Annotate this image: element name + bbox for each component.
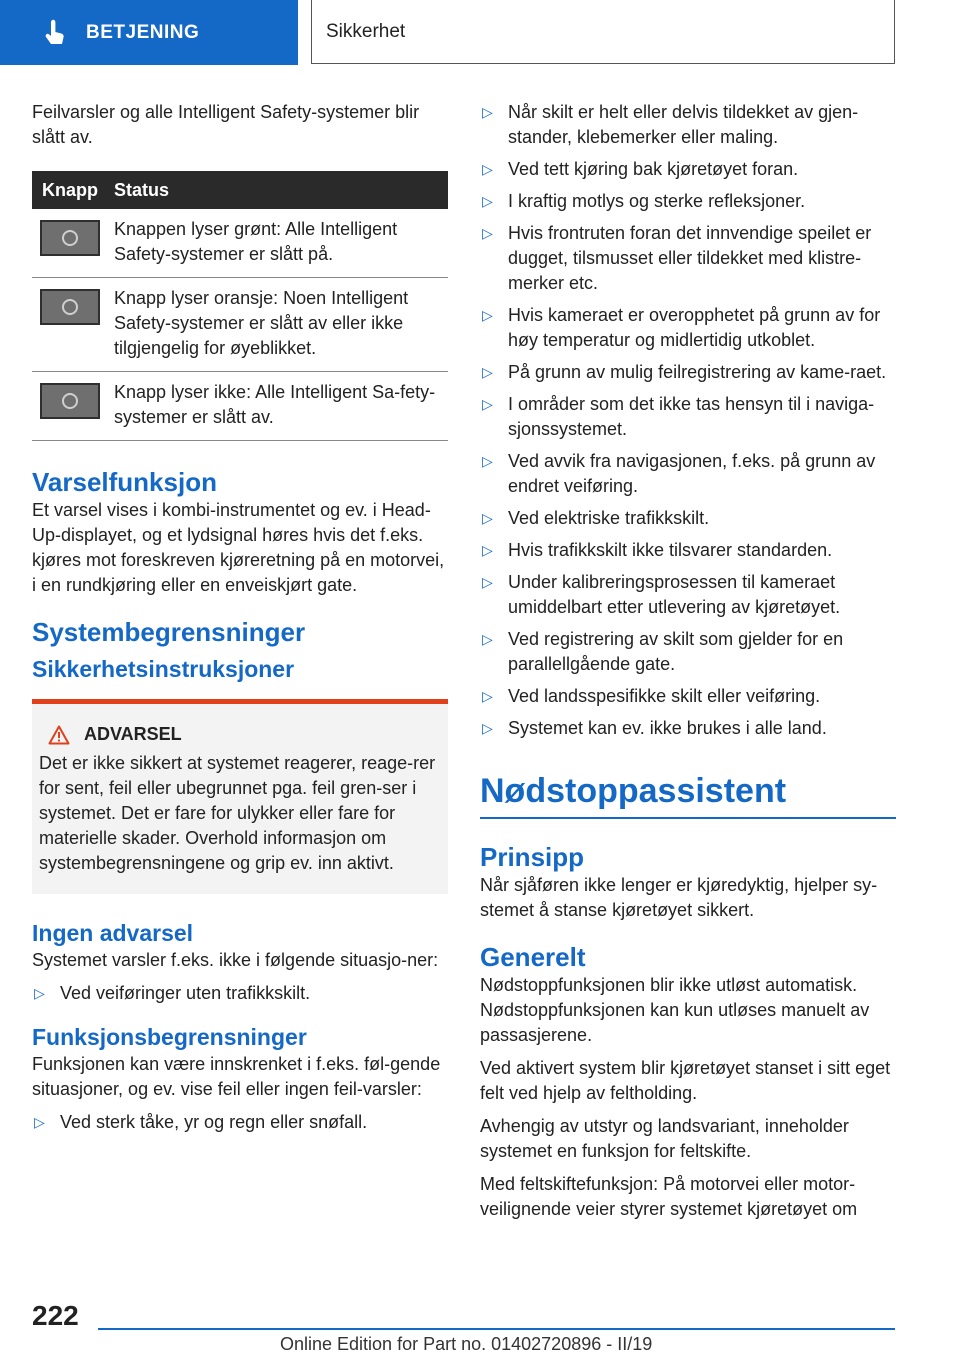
- table-cell: Knappen lyser grønt: Alle Intelligent Safety-systemer er slått på.: [104, 209, 448, 278]
- list-item: ▷ Hvis frontruten foran det innvendige speilet er dugget, tilsmusset eller tildekket med klistre-merker etc.: [482, 223, 872, 293]
- footer-rule: [98, 1328, 895, 1330]
- generelt-heading: Generelt: [480, 942, 586, 972]
- chapter-title-box: [311, 0, 895, 64]
- list-item: ▷ Ved registrering av skilt som gjelder for en parallellgående gate.: [482, 629, 844, 674]
- nodstopp-heading-block: [480, 771, 896, 819]
- funksjonsbegrensninger-list: [32, 1110, 448, 1135]
- list-item: ▷ Systemet kan ev. ikke brukes i alle land.: [482, 718, 827, 738]
- nodstoppassistent-heading: Nødstoppassistent: [480, 772, 787, 810]
- list-item: ▷ Ved veiføringer uten trafikkskilt.: [34, 983, 311, 1003]
- warning-triangle-icon: [48, 725, 70, 745]
- list-item: ▷ Ved landsspesifikke skilt eller veiføring.: [482, 686, 821, 706]
- safety-button-icon: [40, 289, 100, 325]
- table-header: Knapp: [32, 171, 104, 209]
- table-header: Status: [104, 171, 448, 209]
- table-cell: Knapp lyser ikke: Alle Intelligent Sa-fety-systemer er slått av.: [104, 372, 448, 441]
- table-cell: Knapp lyser oransje: Noen Intelligent Safety-systemer er slått av eller ikke tilgjengelig for øyeblikket.: [104, 278, 448, 372]
- list-item: ▷ Ved elektriske trafikkskilt.: [482, 508, 710, 528]
- section-tab-label: BETJENING: [86, 21, 200, 43]
- list-item: ▷ Ved sterk tåke, yr og regn eller snøfall.: [34, 1112, 368, 1132]
- prinsipp-heading: Prinsipp: [480, 842, 585, 872]
- list-item: ▷ På grunn av mulig feilregistrering av kame-raet.: [482, 362, 887, 382]
- safety-button-icon: [40, 220, 100, 256]
- generelt-para: Ved aktivert system blir kjøretøyet stanset i sitt eget felt ved hjelp av feltholding.: [480, 1058, 891, 1103]
- safety-button-icon: [40, 383, 100, 419]
- hand-icon: [40, 18, 70, 48]
- table-header-row: [32, 171, 448, 209]
- warning-box: [32, 699, 448, 894]
- prinsipp-text: Når sjåføren ikke lenger er kjøredyktig, hjelper sy-stemet å stanse kjøretøyet sikkert.: [480, 875, 878, 920]
- limitations-list: [480, 100, 896, 741]
- left-column: [32, 100, 448, 1142]
- intro-text: Feilvarsler og alle Intelligent Safety-systemer blir slått av.: [32, 102, 420, 147]
- chapter-title: Sikkerhet: [326, 20, 406, 42]
- table-row: [32, 372, 448, 441]
- varsel-heading: Varselfunksjon: [32, 467, 217, 497]
- right-column: [480, 100, 896, 1222]
- generelt-para: Med feltskiftefunksjon: På motorvei eller motor-veilignende veier styrer systemet kjøretøyet om: [480, 1174, 858, 1219]
- systembegrensninger-heading: Systembegrensninger: [32, 617, 306, 647]
- generelt-para: Nødstoppfunksjonen blir ikke utløst automatisk. Nødstoppfunksjonen kan kun utløses manuelt av passasjerene.: [480, 975, 870, 1045]
- list-item: ▷ I områder som det ikke tas hensyn til i naviga-sjonssystemet.: [482, 394, 875, 439]
- list-item: ▷ I kraftig motlys og sterke refleksjoner.: [482, 191, 806, 211]
- generelt-para: Avhengig av utstyr og landsvariant, inneholder systemet en funksjon for feltskifte.: [480, 1116, 849, 1161]
- warning-text: Det er ikke sikkert at systemet reagerer, reage-rer for sent, feil eller ubegrunnet pga. feil gren-ser i systemet. Det er fare for ulykker eller fare for materielle skader. Overhold informasjon om systembegrensningene og grip ev. inn aktivt.: [39, 753, 436, 873]
- funksjonsbegrensninger-text: Funksjonen kan være innskrenket i f.eks. føl-gende situasjoner, og ev. vise feil eller ingen feil-varsler:: [32, 1054, 441, 1099]
- table-row: [32, 278, 448, 372]
- table-row: [32, 209, 448, 278]
- list-item: ▷ Når skilt er helt eller delvis tildekket av gjen-stander, klebemerker eller maling.: [482, 102, 859, 147]
- funksjonsbegrensninger-heading: Funksjonsbegrensninger: [32, 1024, 307, 1050]
- ingen-advarsel-list: [32, 981, 448, 1006]
- page-number: 222: [32, 1300, 79, 1331]
- footer-edition: Online Edition for Part no. 01402720896 - II/19: [280, 1334, 653, 1354]
- sikkerhetsinstruksjoner-heading: Sikkerhetsinstruksjoner: [32, 656, 295, 682]
- ingen-advarsel-heading: Ingen advarsel: [32, 920, 194, 946]
- warning-label: ADVARSEL: [84, 724, 182, 744]
- ingen-advarsel-text: Systemet varsler f.eks. ikke i følgende situasjo-ner:: [32, 950, 439, 970]
- button-status-table: [32, 171, 448, 441]
- list-item: ▷ Hvis kameraet er overopphetet på grunn av for høy temperatur og midlertidig utkoblet.: [482, 305, 881, 350]
- list-item: ▷ Ved avvik fra navigasjonen, f.eks. på grunn av endret veiføring.: [482, 451, 876, 496]
- list-item: ▷ Ved tett kjøring bak kjøretøyet foran.: [482, 159, 799, 179]
- list-item: ▷ Under kalibreringsprosessen til kameraet umiddelbart etter utlevering av kjøretøyet.: [482, 572, 841, 617]
- varsel-text: Et varsel vises i kombi-instrumentet og ev. i Head-Up-displayet, og et lydsignal høres hvis det f.eks. kjøres mot foreskreven kjøreretning på en motorvei, i en rundkjøring eller en enveiskjørt gate.: [32, 500, 445, 595]
- section-tab: [0, 0, 298, 65]
- list-item: ▷ Hvis trafikkskilt ikke tilsvarer standarden.: [482, 540, 833, 560]
